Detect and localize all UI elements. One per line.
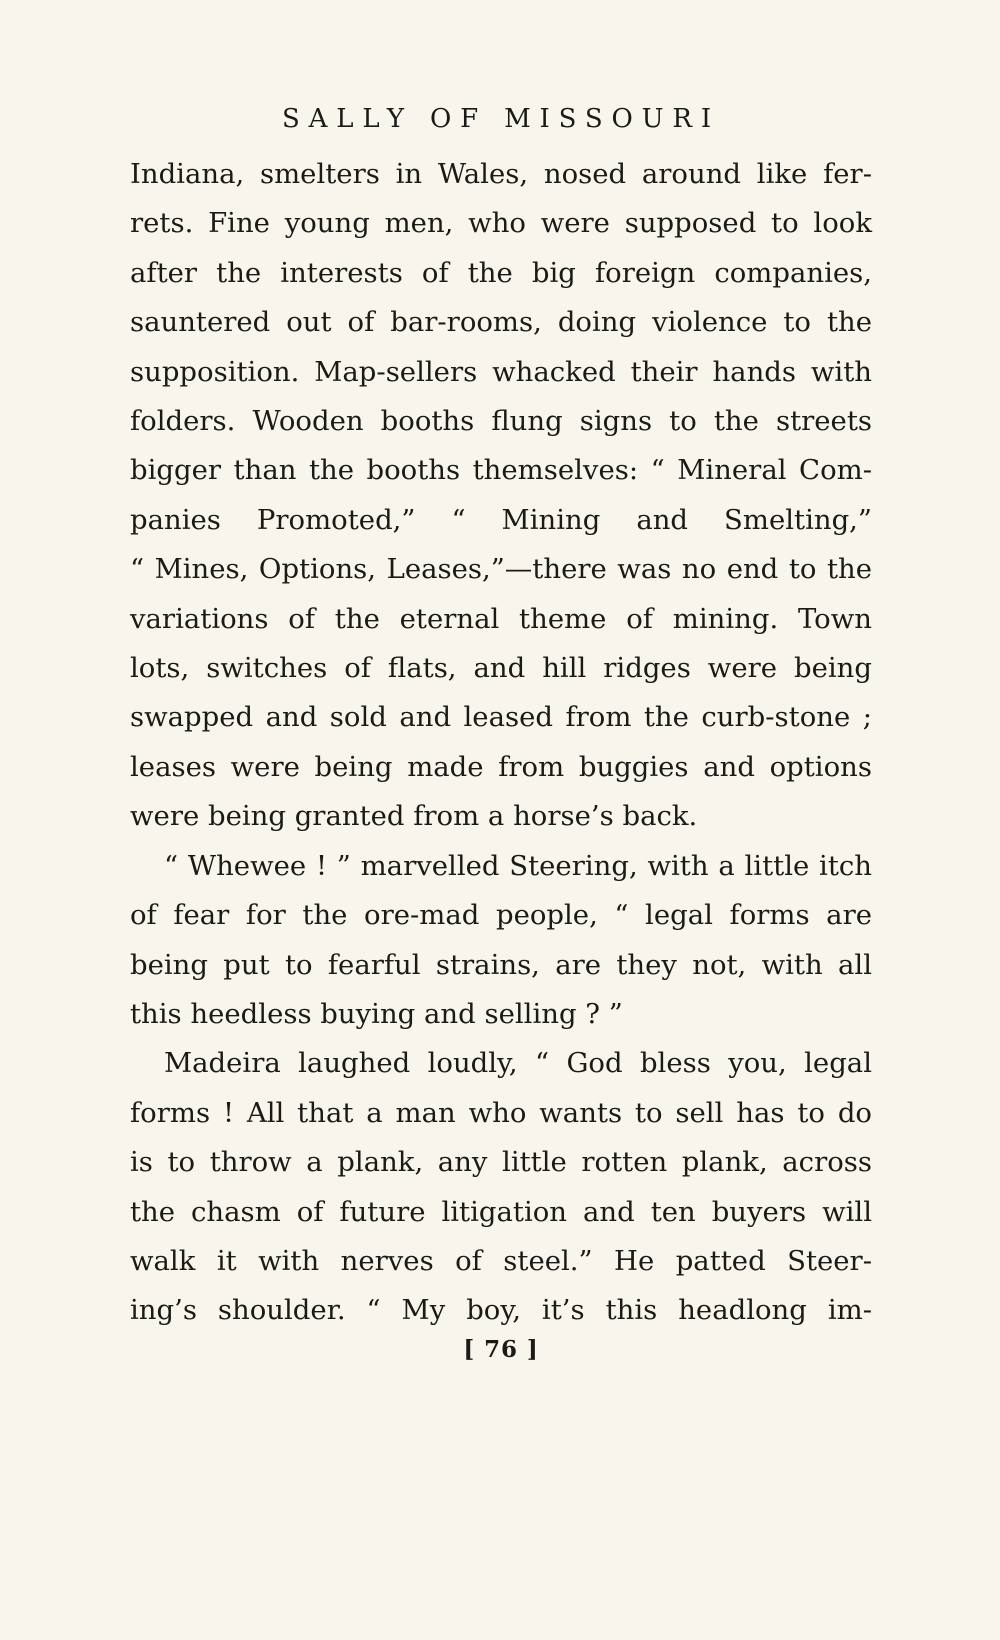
text-line: lots, switches of flats, and hill ridges were being — [130, 652, 872, 685]
running-head: SALLY OF MISSOURI — [282, 104, 720, 134]
text-line: swapped and sold and leased from the curb-stone ; — [130, 701, 872, 734]
text-block — [130, 104, 872, 1336]
text-line: walk it with nerves of steel.” He patted Steer- — [130, 1244, 872, 1277]
text-line: variations of the eternal theme of mining. Town — [130, 602, 872, 635]
text-line: bigger than the booths themselves: “ Mineral Com- — [130, 454, 872, 487]
text-line: “ Mines, Options, Leases,”—there was no end to the — [130, 553, 872, 586]
text-line: Indiana, smelters in Wales, nosed around like fer- — [130, 158, 872, 190]
text-line: ing’s shoulder. “ My boy, it’s this headlong im- — [130, 1294, 872, 1327]
text-line: forms ! All that a man who wants to sell has to do — [130, 1096, 872, 1129]
text-line: of fear for the ore-mad people, “ legal forms are — [130, 899, 872, 932]
text-line: panies Promoted,” “ Mining and Smelting,” — [130, 503, 872, 536]
body-text — [130, 150, 872, 1336]
text-line: this heedless buying and selling ? ” — [130, 997, 623, 1030]
text-line: the chasm of future litigation and ten buyers will — [130, 1195, 872, 1228]
text-line: being put to fearful strains, are they not, with all — [130, 948, 872, 981]
text-line: leases were being made from buggies and options — [130, 750, 872, 783]
page-number: [ 76 ] — [463, 1336, 539, 1363]
text-line: “ Whewee ! ” marvelled Steering, with a little itch — [164, 849, 872, 882]
text-line: after the interests of the big foreign companies, — [130, 256, 872, 289]
text-line: supposition. Map-sellers whacked their hands with — [130, 355, 872, 388]
text-line: sauntered out of bar-rooms, doing violence to the — [130, 306, 872, 339]
text-line: Madeira laughed loudly, “ God bless you, legal — [164, 1047, 872, 1080]
text-line: were being granted from a horse’s back. — [130, 800, 698, 833]
text-line: folders. Wooden booths flung signs to the streets — [130, 405, 872, 438]
text-line: is to throw a plank, any little rotten plank, across — [130, 1146, 872, 1179]
text-line: rets. Fine young men, who were supposed to look — [130, 207, 872, 240]
